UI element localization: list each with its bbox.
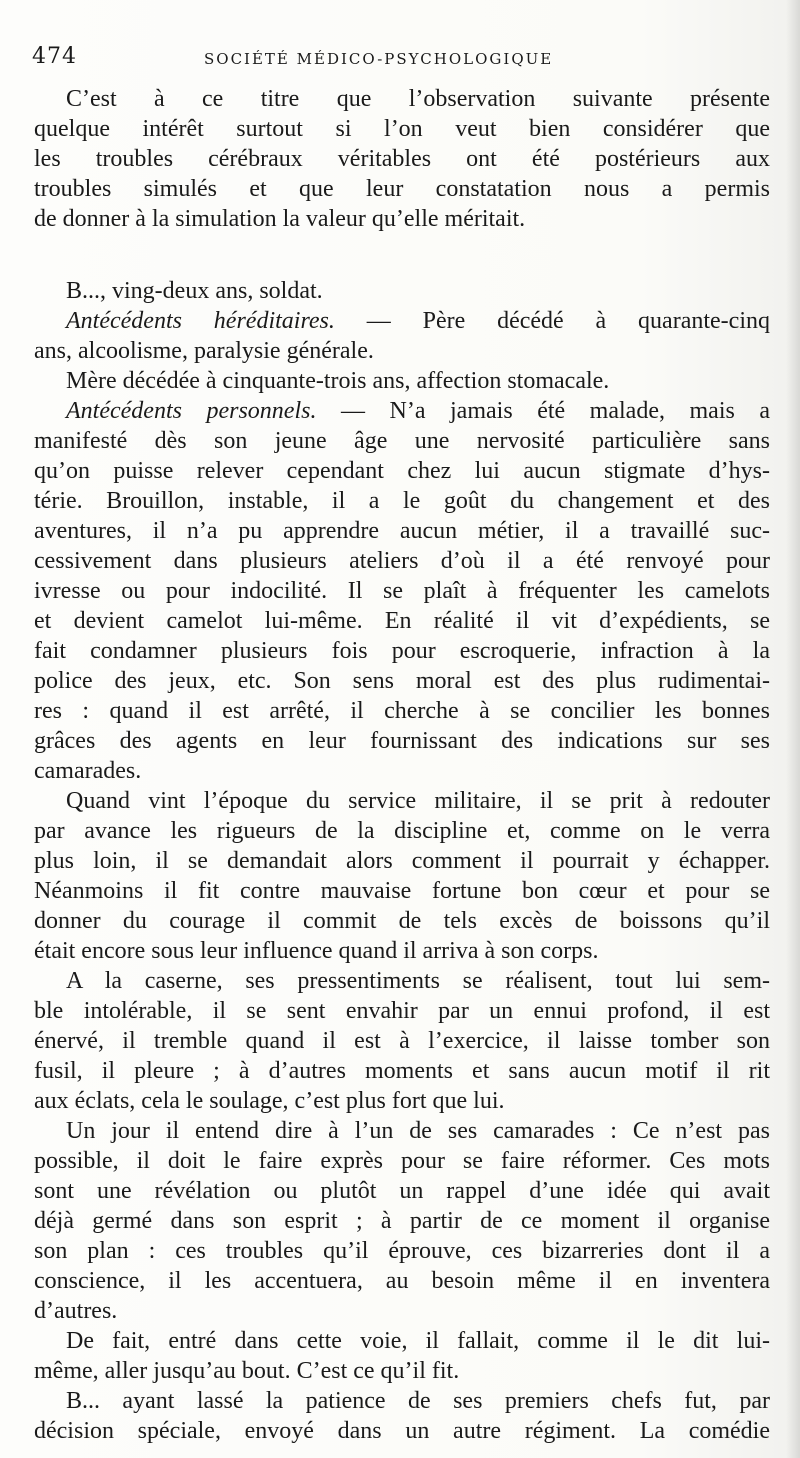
text-line: C’est à ce titre que l’observation suivante présente xyxy=(66,86,770,112)
text-line: d’autres. xyxy=(34,1298,118,1324)
text-line: camarades. xyxy=(34,758,142,784)
text-line: ivresse ou pour indocilité. Il se plaît à fréquenter les camelots xyxy=(34,578,770,604)
text-line: les troubles cérébraux véritables ont été postérieurs aux xyxy=(34,146,770,172)
paragraph xyxy=(34,366,770,396)
text-line: sont une révélation ou plutôt un rappel d’une idée qui avait xyxy=(34,1178,770,1204)
text-line: son plan : ces troubles qu’il éprouve, ces bizarreries dont il a xyxy=(34,1238,770,1264)
text-line: aventures, il n’a pu apprendre aucun métier, il a travaillé suc- xyxy=(34,518,770,544)
paragraph-gap xyxy=(34,234,770,276)
text-line: était encore sous leur influence quand il arriva à son corps. xyxy=(34,938,599,964)
text-line: Néanmoins il fit contre mauvaise fortune bon cœur et pour se xyxy=(34,878,770,904)
text-line: ans, alcoolisme, paralysie générale. xyxy=(34,338,374,364)
text-line: conscience, il les accentuera, au besoin même il en inventera xyxy=(34,1268,770,1294)
text-line: ble intolérable, il se sent envahir par un ennui profond, il est xyxy=(34,998,770,1024)
paragraph xyxy=(34,276,770,306)
text-line: donner du courage il commit de tels excès de boissons qu’il xyxy=(34,908,770,934)
text-line: par avance les rigueurs de la discipline et, comme on le verra xyxy=(34,818,770,844)
paragraph xyxy=(34,786,770,966)
text-run: — N’a jamais été malade, mais a xyxy=(316,398,770,424)
paragraph xyxy=(34,1116,770,1326)
text-line: même, aller jusqu’au bout. C’est ce qu’il fit. xyxy=(34,1358,460,1384)
text-line: fait condamner plusieurs fois pour escroquerie, infraction à la xyxy=(34,638,770,664)
text-line: fusil, il pleure ; à d’autres moments et sans aucun motif il rit xyxy=(34,1058,770,1084)
text-line: aux éclats, cela le soulage, c’est plus fort que lui. xyxy=(34,1088,505,1114)
text-line: énervé, il tremble quand il est à l’exercice, il laisse tomber son xyxy=(34,1028,770,1054)
section-heading: Antécédents personnels. xyxy=(66,398,317,424)
text-line: De fait, entré dans cette voie, il fallait, comme il le dit lui- xyxy=(66,1328,770,1354)
text-line: et devient camelot lui-même. En réalité il vit d’expédients, se xyxy=(34,608,770,634)
text-line: de donner à la simulation la valeur qu’elle méritait. xyxy=(34,206,526,232)
text-line: Mère décédée à cinquante-trois ans, affection stomacale. xyxy=(66,368,610,394)
paragraph xyxy=(34,1326,770,1386)
paragraph xyxy=(34,966,770,1116)
running-title: SOCIÉTÉ MÉDICO-PSYCHOLOGIQUE xyxy=(204,50,554,68)
text-line: grâces des agents en leur fournissant des indications sur ses xyxy=(34,728,770,754)
paragraph xyxy=(34,84,770,234)
body-text xyxy=(34,84,770,1446)
text-line: B..., ving-deux ans, soldat. xyxy=(66,278,323,304)
text-line: troubles simulés et que leur constatation nous a permis xyxy=(34,176,770,202)
text-line: res : quand il est arrêté, il cherche à se concilier les bonnes xyxy=(34,698,770,724)
page-header xyxy=(32,44,772,74)
text-line: plus loin, il se demandait alors comment il pourrait y échapper. xyxy=(34,848,770,874)
text-line: B... ayant lassé la patience de ses premiers chefs fut, par xyxy=(66,1388,770,1414)
text-line xyxy=(34,396,770,426)
text-line: quelque intérêt surtout si l’on veut bien considérer que xyxy=(34,116,770,142)
paragraph xyxy=(34,1386,770,1446)
section-heading: Antécédents héréditaires. xyxy=(66,308,335,334)
text-line: déjà germé dans son esprit ; à partir de ce moment il organise xyxy=(34,1208,770,1234)
text-line: qu’on puisse relever cependant chez lui aucun stigmate d’hys- xyxy=(34,458,770,484)
page-edge-shadow xyxy=(786,0,800,1458)
text-run: — Père décédé à quarante-cinq xyxy=(334,308,770,334)
text-line: police des jeux, etc. Son sens moral est des plus rudimentai- xyxy=(34,668,770,694)
text-line: manifesté dès son jeune âge une nervosité particulière sans xyxy=(34,428,770,454)
text-line xyxy=(34,306,770,336)
text-line: Quand vint l’époque du service militaire, il se prit à redouter xyxy=(66,788,770,814)
text-line: possible, il doit le faire exprès pour se faire réformer. Ces mots xyxy=(34,1148,770,1174)
text-line: cessivement dans plusieurs ateliers d’où il a été renvoyé pour xyxy=(34,548,770,574)
text-line: térie. Brouillon, instable, il a le goût du changement et des xyxy=(34,488,770,514)
page-number: 474 xyxy=(32,44,77,69)
text-line: Un jour il entend dire à l’un de ses camarades : Ce n’est pas xyxy=(66,1118,770,1144)
paragraph xyxy=(34,306,770,366)
paragraph xyxy=(34,396,770,786)
text-line: décision spéciale, envoyé dans un autre régiment. La comédie xyxy=(34,1418,770,1444)
text-line: A la caserne, ses pressentiments se réalisent, tout lui sem- xyxy=(66,968,770,994)
